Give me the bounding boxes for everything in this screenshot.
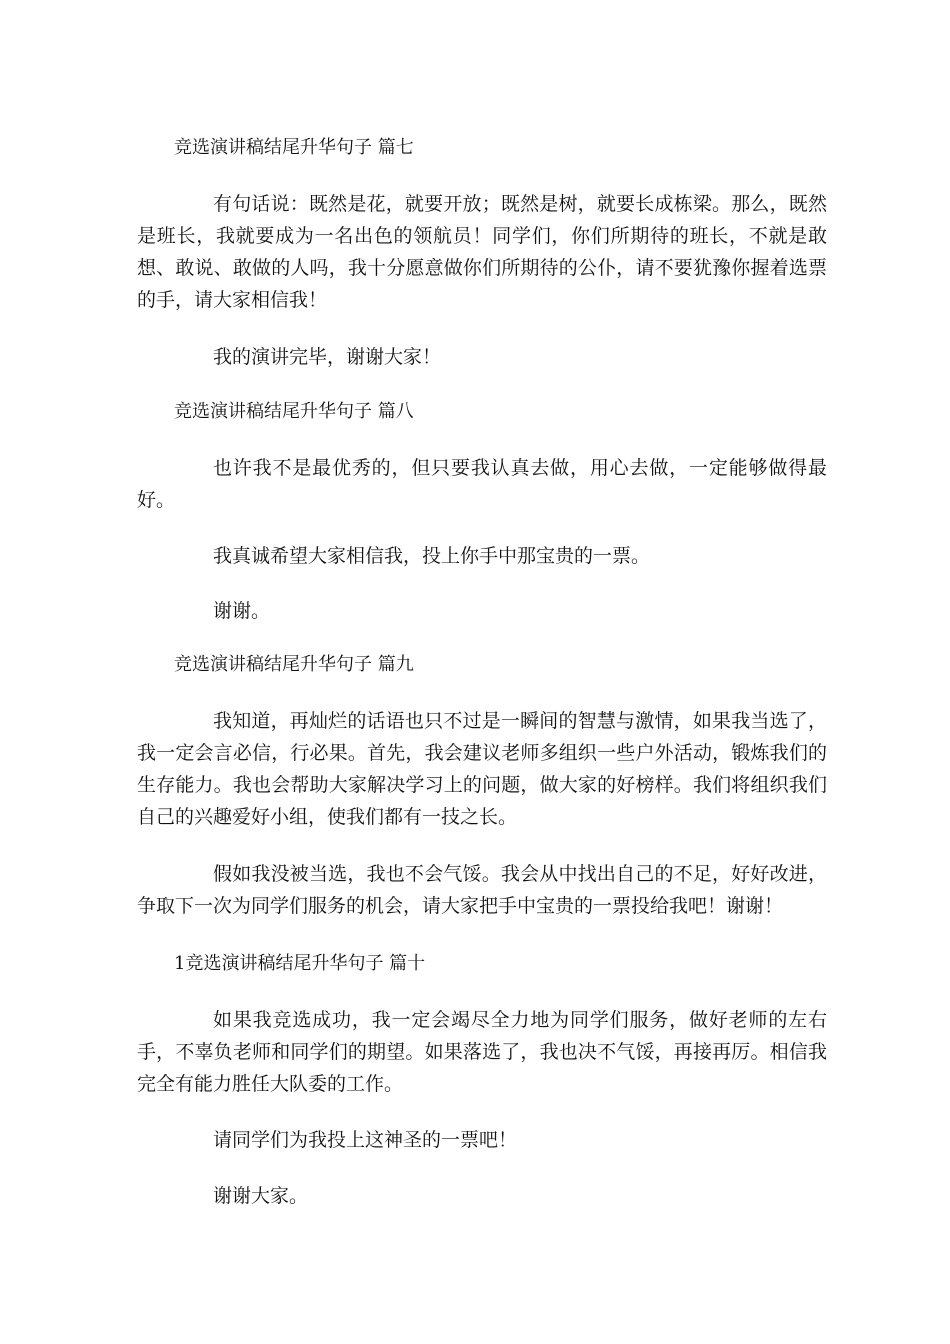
paragraph: 我的演讲完毕，谢谢大家！ (213, 346, 442, 368)
section-heading: 竞选演讲稿结尾升华句子 篇七 (174, 137, 414, 158)
paragraph: 也许我不是最优秀的，但只要我认真去做，用心去做，一定能够做得最好。 (137, 457, 827, 511)
paragraph: 假如我没被当选，我也不会气馁。我会从中找出自己的不足，好好改进，争取下一次为同学们服务的机会，请大家把手中宝贵的一票投给我吧！谢谢！ (137, 863, 827, 917)
paragraph: 谢谢。 (213, 600, 271, 622)
section-heading: 竞选演讲稿结尾升华句子 篇九 (174, 654, 414, 675)
paragraph: 如果我竞选成功，我一定会竭尽全力地为同学们服务，做好老师的左右手，不辜负老师和同学们的期望。如果落选了，我也决不气馁，再接再厉。相信我完全有能力胜任大队委的工作。 (137, 1009, 827, 1095)
paragraph: 我真诚希望大家相信我，投上你手中那宝贵的一票。 (213, 545, 651, 567)
paragraph: 谢谢大家。 (213, 1185, 309, 1207)
section-heading: 竞选演讲稿结尾升华句子 篇八 (174, 401, 414, 422)
paragraph: 我知道，再灿烂的话语也只不过是一瞬间的智慧与激情，如果我当选了，我一定会言必信，行必果。首先，我会建议老师多组织一些户外活动，锻炼我们的生存能力。我也会帮助大家解决学习上的问题，做大家的好榜样。我们将组织我们自己的兴趣爱好小组，使我们都有一技之长。 (137, 710, 827, 828)
section-heading: 1竞选演讲稿结尾升华句子 篇十 (174, 953, 426, 974)
paragraph: 请同学们为我投上这神圣的一票吧！ (213, 1129, 518, 1151)
paragraph: 有句话说：既然是花，就要开放；既然是树，就要长成栋梁。那么，既然是班长，我就要成为一名出色的领航员！同学们，你们所期待的班长，不就是敢想、敢说、敢做的人吗，我十分愿意做你们所期待的公仆，请不要犹豫你握着选票的手，请大家相信我！ (137, 193, 827, 311)
